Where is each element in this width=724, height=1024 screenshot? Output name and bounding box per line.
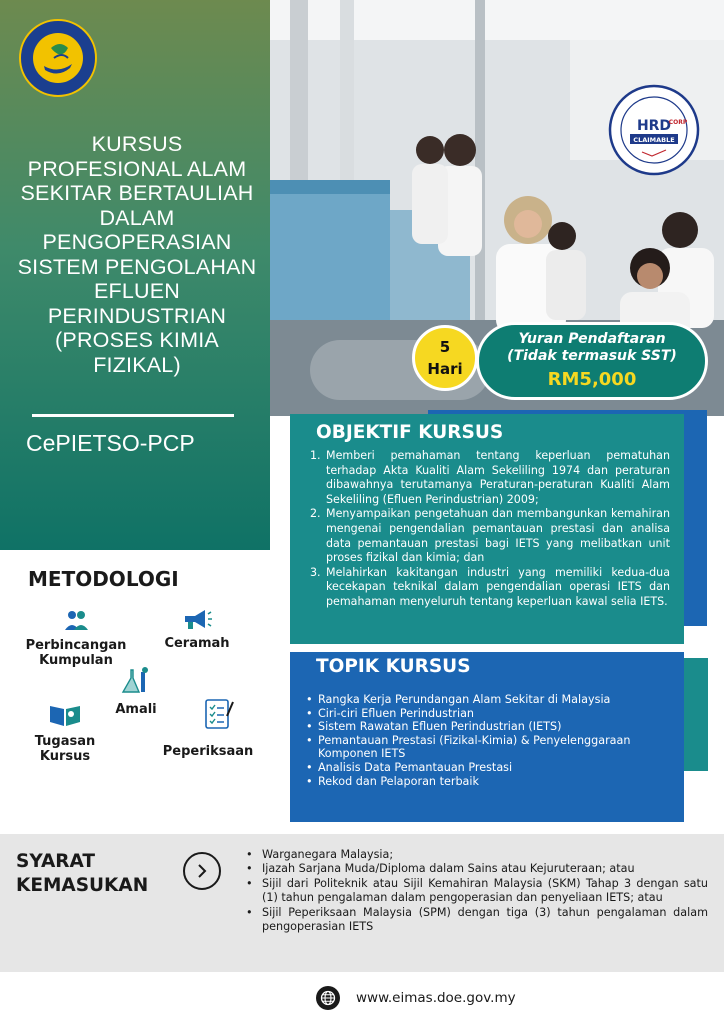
megaphone-icon xyxy=(181,606,213,632)
globe-icon xyxy=(316,986,340,1010)
claimable-text: CLAIMABLE xyxy=(633,136,675,144)
topik-list xyxy=(304,693,670,788)
group-discussion-icon xyxy=(63,608,89,634)
metodologi-tugasan: Tugasan Kursus xyxy=(26,700,104,764)
hrd-corp-text: CORP xyxy=(668,119,688,126)
metodologi-amali: Amali xyxy=(108,664,164,717)
topik-item: • Ciri-ciri Efluen Perindustrian xyxy=(306,706,475,720)
lab-flask-icon xyxy=(119,664,153,698)
duration-badge xyxy=(412,325,478,391)
exam-checklist-icon xyxy=(201,696,235,732)
metodologi-ceramah: Ceramah xyxy=(160,606,234,651)
topik-section xyxy=(290,652,684,822)
eimas-logo xyxy=(18,18,98,98)
metodologi-perbincangan: Perbincangan Kumpulan xyxy=(24,608,128,668)
metodologi-title: METODOLOGI xyxy=(28,567,179,591)
metodologi-peperiksaan: Peperiksaan xyxy=(162,744,254,759)
open-book-icon xyxy=(48,700,82,728)
fee-label-line1: Yuran Pendaftaran xyxy=(518,331,666,347)
objektif-section xyxy=(290,414,684,644)
syarat-item: • Sijil dari Politeknik atau Sijil Kemahiran Malaysia (SKM) Tahap 3 dengan satu (1) tahun pengalaman dalam pengoperasian dan penyeliaan IETS; atau xyxy=(246,876,708,905)
topik-item: • Rekod dan Pelaporan terbaik xyxy=(306,774,479,788)
syarat-list xyxy=(246,848,708,934)
objektif-list xyxy=(310,449,670,610)
syarat-item: • Sijil Peperiksaan Malaysia (SPM) dengan tiga (3) tahun pengalaman dalam pengoperasian IETS xyxy=(246,905,708,934)
syarat-item: • Ijazah Sarjana Muda/Diploma dalam Sains atau Kejuruteraan; atau xyxy=(246,862,635,876)
fee-amount: RM5,000 xyxy=(547,369,637,390)
syarat-item: • Warganegara Malaysia; xyxy=(246,848,394,861)
website-footer xyxy=(316,986,516,1010)
peperiksaan-icon-wrap xyxy=(186,696,250,736)
objektif-title: OBJEKTIF KURSUS xyxy=(316,422,504,443)
chevron-right-icon xyxy=(183,852,221,890)
topik-item: • Rangka Kerja Perundangan Alam Sekitar di Malaysia xyxy=(306,693,611,706)
hrd-brand-text: HRD xyxy=(636,118,672,134)
duration-number: 5 xyxy=(439,338,451,356)
topik-item: • Pemantauan Prestasi (Fizikal-Kimia) & Penyelenggaraan Komponen IETS xyxy=(306,733,631,761)
fee-label-line2: (Tidak termasuk SST) xyxy=(507,348,677,364)
objektif-item: 2. Menyampaikan pengetahuan dan membangunkan kemahiran mengenai pengendalian pemantauan prestasi dan analisa data pemantauan prestasi bagi IETS yang melibatkan unit proses fizikal dan kimia; dan xyxy=(310,507,670,565)
website-link[interactable]: www.eimas.doe.gov.my xyxy=(356,990,516,1006)
hrdcorp-claimable-badge xyxy=(608,84,700,176)
topik-title: TOPIK KURSUS xyxy=(316,656,471,677)
topik-item: • Sistem Rawatan Efluen Perindustrian (IETS) xyxy=(306,720,562,734)
objektif-item: 3. Melahirkan kakitangan industri yang memiliki kedua-dua kecekapan teknikal dalam pengendalian operasi IETS dan pemahaman menyeluruh tentang keperluan kawal selia IETS. xyxy=(310,565,670,608)
title-divider xyxy=(32,414,234,417)
fee-box xyxy=(476,322,708,400)
syarat-title: SYARAT KEMASUKAN xyxy=(16,851,149,896)
course-code: CePIETSO-PCP xyxy=(26,430,195,456)
duration-unit: Hari xyxy=(427,360,463,378)
objektif-item: 1. Memberi pemahaman tentang keperluan pematuhan terhadap Akta Kualiti Alam Sekeliling 1974 dan peraturan dibawahnya terutamanya Peraturan-peraturan Kualiti Alam Sekeliling (Efluen Perindustrian) 2009; xyxy=(310,449,670,506)
course-title: KURSUS PROFESIONAL ALAM SEKITAR BERTAULIAH DALAM PENGOPERASIAN SISTEM PENGOLAHAN EFLUEN PERINDUSTRIAN (PROSES KIMIA FIZIKAL) xyxy=(17,132,257,377)
topik-item: • Analisis Data Pemantauan Prestasi xyxy=(306,760,513,774)
